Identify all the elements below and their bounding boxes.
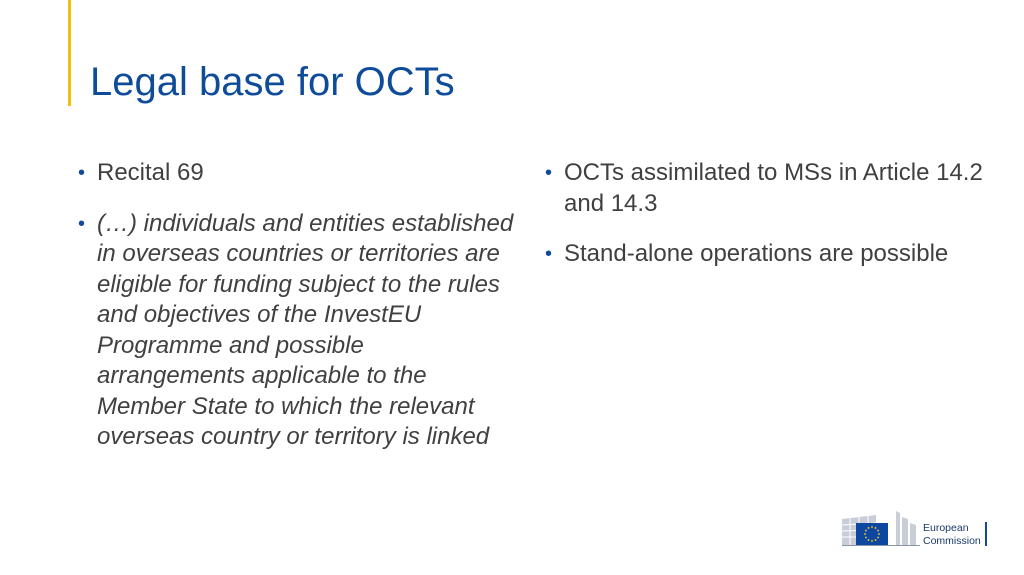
eu-star-icon [868,539,870,541]
commission-building-icon [842,509,922,549]
eu-star-icon [871,540,873,542]
bullet-icon: • [78,212,86,235]
bullet-text-quote: (…) individuals and entities established in overseas countries or territories are eligible for funding subject to the rules and objectives of the InvestEU Programme and possible arrangements applicable to the Member State to which the relevant overseas country or territory is linked [97,209,514,450]
eu-star-icon [865,537,867,539]
eu-star-icon [877,537,879,539]
eu-star-icon [865,530,867,532]
eu-star-icon [864,533,866,535]
european-commission-logo [842,509,990,549]
bullet-icon: • [78,162,86,184]
logo-text [923,522,981,547]
bullet-item-standalone [545,239,985,270]
right-bullet-list [545,158,985,290]
left-bullet-list [78,158,518,473]
eu-star-icon [875,527,877,529]
bullet-icon: • [545,243,553,265]
bullet-text: Stand-alone operations are possible [564,240,949,267]
eu-star-icon [878,533,880,535]
logo-divider [985,522,987,546]
bullet-item-quote [78,209,518,453]
eu-star-icon [875,539,877,541]
slide-title: Legal base for OCTs [90,60,455,104]
title-accent-bar [68,0,71,106]
bullet-item-recital [78,158,518,189]
eu-star-icon [877,530,879,532]
eu-star-icon [868,527,870,529]
logo-line-commission: Commission [923,534,981,547]
bullet-item-assimilated [545,158,985,219]
logo-line-european: European [923,522,969,534]
eu-star-icon [871,526,873,528]
bullet-text: Recital 69 [97,159,204,186]
bullet-icon: • [545,162,553,184]
bullet-text: OCTs assimilated to MSs in Article 14.2 and 14.3 [564,159,983,217]
